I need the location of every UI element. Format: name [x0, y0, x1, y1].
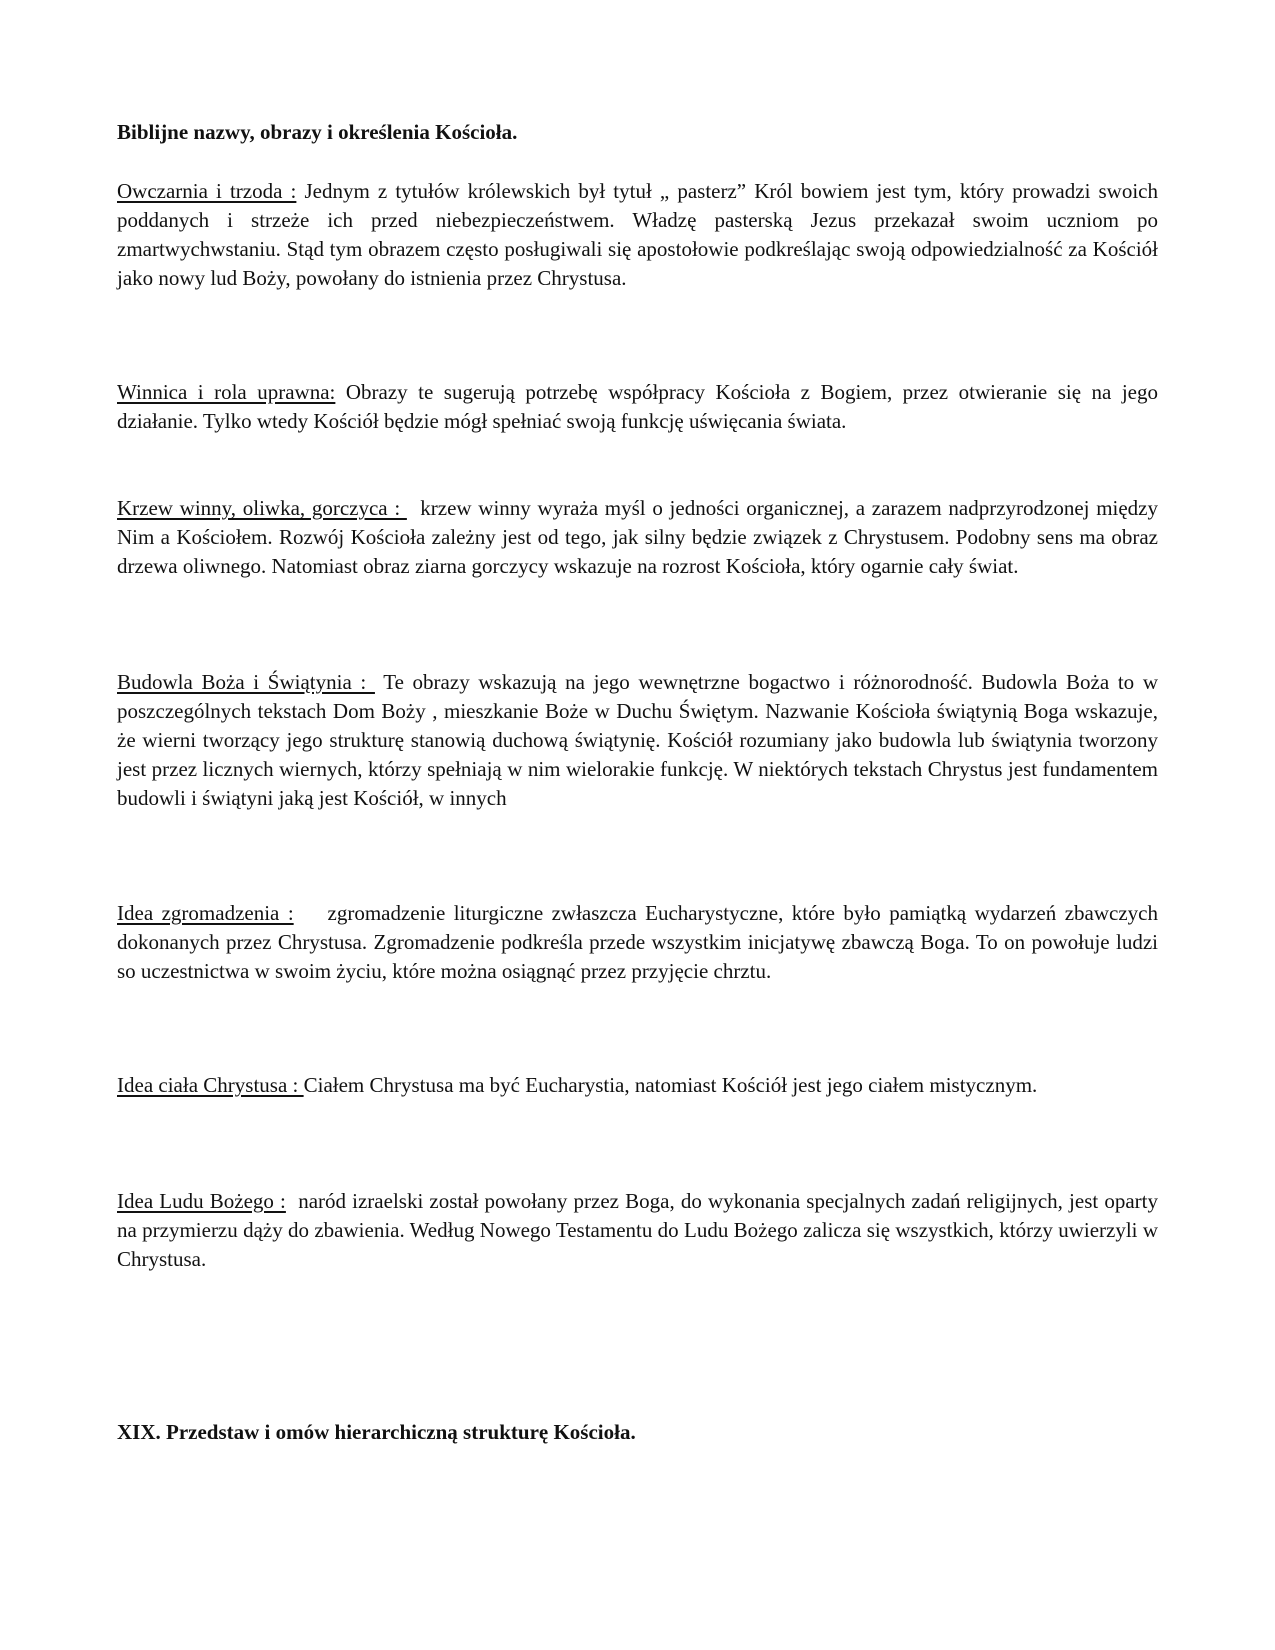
section-text: Ciałem Chrystusa ma być Eucharystia, natomiast Kościół jest jego ciałem mistycznym. [303, 1073, 1038, 1097]
section-text: krzew winny wyraża myśl o jedności organicznej, a zarazem nadprzyrodzonej między Nim a Kościołem. Rozwój Kościoła zależny jest od tego, jak silny będzie związek z Chrystusem. Podobny sens ma obraz drzewa oliwnego. Natomiast obraz ziarna gorczycy wskazuje na rozrost Kościoła, który ogarnie cały świat. [117, 496, 1159, 578]
section-term: Idea Ludu Bożego : [117, 1189, 286, 1213]
section-winnica [117, 378, 1158, 436]
document-title: Biblijne nazwy, obrazy i określenia Kościoła. [117, 120, 518, 144]
section-text: Te obrazy wskazują na jego wewnętrzne bogactwo i różnorodność. Budowla Boża to w poszczególnych tekstach Dom Boży , mieszkanie Boże w Duchu Świętym. Nazwanie Kościoła świątynią Boga wskazuje, że wierni tworzący jego strukturę stanowią duchową świątynię. Kościół rozumiany jako budowla lub świątynia tworzony jest przez licznych wiernych, którzy spełniają w nim wielorakie funkcję. W niektórych tekstach Chrystus jest fundamentem budowli i świątyni jaką jest Kościół, w innych [117, 670, 1158, 810]
section-owczarnia [117, 177, 1158, 293]
section-idea-zgromadzenia [117, 899, 1158, 986]
section-idea-ciala-chrystusa [117, 1071, 1158, 1100]
section-text: zgromadzenie liturgiczne zwłaszcza Eucharystyczne, które było pamiątką wydarzeń zbawczych dokonanych przez Chrystusa. Zgromadzenie podkreśla przede wszystkim inicjatywę zbawczą Boga. To on powołuje ludzi so uczestnictwa w swoim życiu, które można osiągnąć przez przyjęcie chrztu. [117, 901, 1158, 983]
section-text: Jednym z tytułów królewskich był tytuł „ pasterz” Król bowiem jest tym, który prowadzi swoich poddanych i strzeże ich przed niebezpieczeństwem. Władzę pasterską Jezus przekazał swoim uczniom po zmartwychwstaniu. Stąd tym obrazem często posługiwali się apostołowie podkreślając swoją odpowiedzialność za Kościół jako nowy lud Boży, powołany do istnienia przez Chrystusa. [117, 179, 1158, 290]
section-text: Obrazy te sugerują potrzebę współpracy Kościoła z Bogiem, przez otwieranie się na jego działanie. Tylko wtedy Kościół będzie mógł spełniać swoją funkcję uświęcania świata. [117, 380, 1159, 433]
section-term: Owczarnia i trzoda : [117, 179, 297, 203]
section-term: Budowla Boża i Świątynia : [117, 670, 375, 694]
section-krzew-winny [117, 494, 1158, 581]
section-budowla-boza [117, 668, 1158, 813]
chapter-heading: XIX. Przedstaw i omów hierarchiczną strukturę Kościoła. [117, 1420, 636, 1444]
section-term: Idea zgromadzenia : [117, 901, 294, 925]
section-text: naród izraelski został powołany przez Boga, do wykonania specjalnych zadań religijnych, jest oparty na przymierzu dąży do zbawienia. Według Nowego Testamentu do Ludu Bożego zalicza się wszystkich, którzy uwierzyli w Chrystusa. [117, 1189, 1158, 1271]
section-term: Idea ciała Chrystusa : [117, 1073, 304, 1097]
section-idea-ludu-bozego [117, 1187, 1158, 1274]
section-term: Krzew winny, oliwka, gorczyca : [117, 496, 407, 520]
section-term: Winnica i rola uprawna: [117, 380, 336, 404]
